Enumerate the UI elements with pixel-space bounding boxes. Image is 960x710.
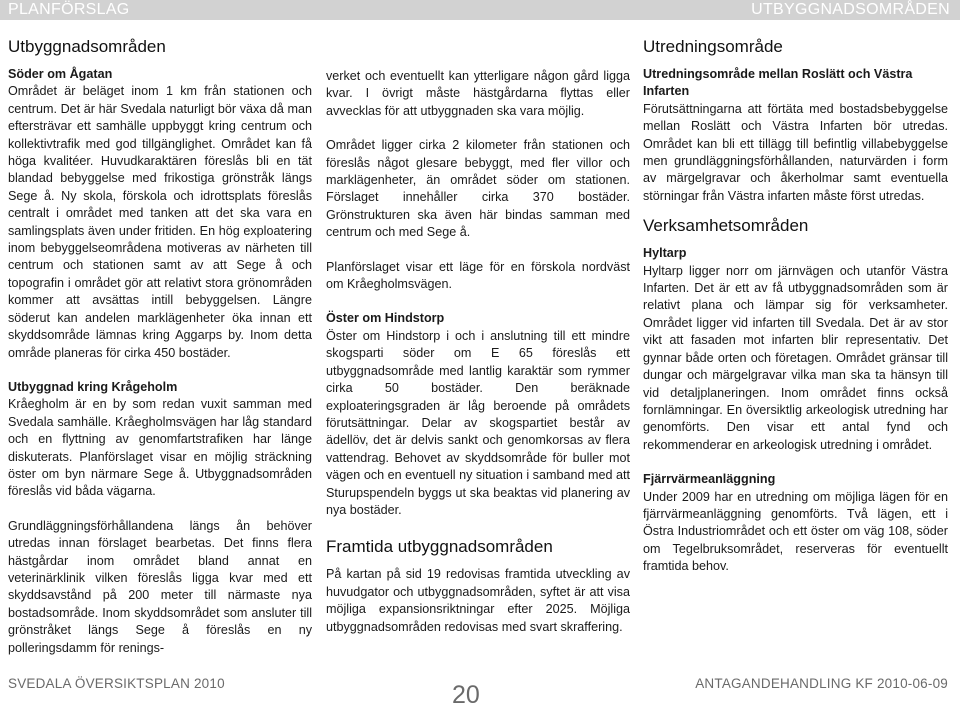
paragraph: verket och eventuellt kan ytterligare någon gård ligga kvar. I övrigt måste hästgårdarna flyttas eller avvecklas för att utbyggnaden ska vara möjlig. (326, 69, 630, 118)
column-right (643, 36, 948, 576)
header-bar (0, 0, 960, 20)
subsection-heading: Söder om Ågatan (8, 67, 113, 81)
subsection-heading: Fjärrvärmeanläggning (643, 472, 776, 487)
section-title: Utredningsområde (643, 37, 783, 56)
paragraph: Området är beläget inom 1 km från stationen och centrum. Det är här Svedala naturligt bör växa då man eftersträvar ett samhälle uppbyggt kring centrum och kollektivtrafik med god tillgänglighet. Området kan få höga kvalitéer. Huvudkaraktären föreslås bli en tät blandad bebyggelse med frikostiga grönstråk längs Sege å. Ny skola, förskola och idrottsplats föreslås centralt i området med tanken att det ska vara en samlingsplats även under fritiden. En hög exploatering inom bebyggelseområdena motiveras av närheten till centrum och stationen samt av att Sege å och topografin i området gör att relativt stora grönområden kommer att avsättas intill bebyggelsen. Längre söderut kan andelen marklägenheter öka innan ett skyddsområde lämnas kring Aggarps by. Inom detta område planeras för cirka 450 bostäder. (8, 84, 312, 360)
subsection-heading: Utbyggnad kring Krågeholm (8, 379, 178, 394)
paragraph: Förutsättningarna att förtäta med bostadsbebyggelse mellan Roslätt och Västra Infarten bör utredas. Området kan bli ett tillägg till befintlig villabebyggelse men grundläggningsförhållanden, naturvärden i form av märgelgravar och åkerholmar samt eventuella störningar från Västra infarten måste först utredas. (643, 101, 948, 203)
paragraph: Området ligger cirka 2 kilometer från stationen och föreslås något glesare bebyggt, med fler villor och marklägenheter, än området söder om stationen. Förslaget innehåller cirka 370 bostäder. Grönstrukturen ska även här bindas samman med centrum och med Sege å. (326, 138, 630, 240)
subsection-heading: Hyltarp (643, 246, 687, 261)
section-title: Verksamhetsområden (643, 216, 809, 236)
subsection-heading: Öster om Hindstorp (326, 311, 445, 326)
chapter-label: UTBYGGNADSOMRÅDEN (751, 1, 950, 18)
column-left (8, 36, 312, 657)
paragraph: På kartan på sid 19 redovisas framtida utveckling av huvudgator och utbyggnadsområden, syftet är att visa möjliga expansionsriktningar efter 2025. Möjliga utbyggnadsområden redovisas med svart skraffering. (326, 567, 630, 634)
paragraph: Under 2009 har en utredning om möjliga lägen för en fjärrvärmeanläggning genomförts. Två lägen, ett i Östra Industriområdet och ett öster om väg 108, söder om Tegelbruksområdet, reserveras för eventuellt framtida behov. (643, 489, 948, 574)
paragraph: Hyltarp ligger norr om järnvägen och utanför Västra Infarten. Det är ett av få utbyggnadsområden som är relativt plana och lämpar sig för verksamheter. Området ligger vid infarten till Svedala. Det är av stor vikt att fasaden mot infarten blir representativ. Det gynnar både orten och företagen. Området gränsar till dungar och märgelgravar vilka man ska ta hänsyn till vid detaljplaneringen. Inom området finns också fornlämningar. En översiktlig arkeologisk utredning har genomförts. Den visar ett antal fynd och rekommenderar en arkeologisk utredning i området. (643, 263, 948, 452)
subsection-heading: Utredningsområde mellan Roslätt och Västra Infarten (643, 67, 913, 99)
page-number: 20 (452, 681, 480, 709)
paragraph: Grundläggningsförhållandena längs ån behöver utredas innan förslaget bearbetas. Det finns flera hästgårdar inom området bland annat en veterinärklinik vilken föreslås ligga kvar med ett skyddsavstånd på 200 meter till närmaste nya bostadsområde. Inom skyddsområdet som ansluter till grönstråket längs Sege å föreslås en ny polleringsdamm för renings- (8, 518, 312, 655)
column-middle (326, 68, 630, 636)
section-title: Framtida utbyggnadsområden (326, 537, 553, 557)
paragraph: Öster om Hindstorp i och i anslutning till ett mindre skogsparti söder om E 65 föreslås ett utbyggnadsområde med lantlig karaktär som rymmer cirka 50 bostäder. Den beräknade exploateringsgraden är låg beroende på områdets förutsättningar. Delar av skogspartiet består av ädellöv, det är delvis sankt och genomkorsas av flera vattendrag. Behovet av skyddsområde för buller mot vägen och en eventuell ny situation i samband med att Sturupspendeln byggs ut ska beaktas vid planering av nya bostäder. (326, 328, 630, 517)
footer-document-status: ANTAGANDEHANDLING KF 2010-06-09 (695, 676, 948, 691)
paragraph: Planförslaget visar ett läge för en förskola nordväst om Kråegholmsvägen. (326, 259, 630, 292)
section-label: PLANFÖRSLAG (8, 1, 130, 18)
paragraph: Kråegholm är en by som redan vuxit samman med Svedala samhälle. Kråegholmsvägen har låg standard och en flyttning av genomfartstrafiken har länge diskuterats. Planförslaget visar en möjlig sträckning öster om byn närmare Sege å. Utbyggnadsområden föreslås vid båda vägarna. (8, 397, 312, 499)
section-title: Utbyggnadsområden (8, 37, 166, 56)
footer-document-title: SVEDALA ÖVERSIKTSPLAN 2010 (8, 676, 225, 691)
